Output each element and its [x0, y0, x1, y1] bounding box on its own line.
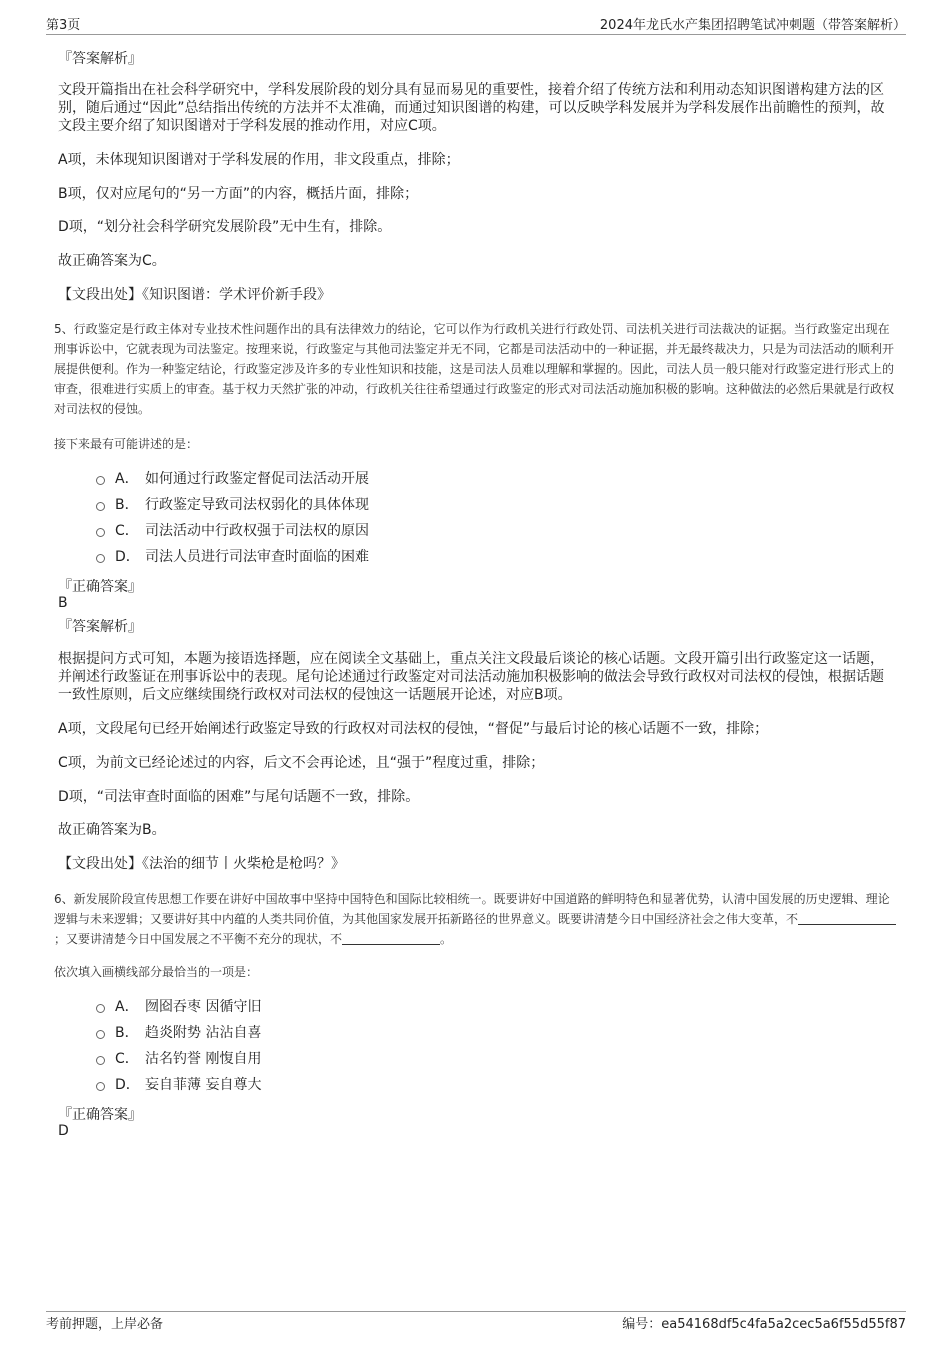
q5-option-d[interactable]: D． 司法人员进行司法审查时面临的困难: [96, 545, 369, 567]
fill-blank-1: [798, 910, 896, 925]
fill-blank-2: [342, 930, 440, 945]
page-footer: [46, 1311, 906, 1332]
radio-icon[interactable]: [96, 476, 105, 485]
q6-ask: 依次填入画横线部分最恰当的一项是：: [54, 965, 259, 979]
q6-option-b[interactable]: B． 趋炎附势 沾沾自喜: [96, 1021, 261, 1043]
q5-ask: 接下来最有可能讲述的是：: [54, 437, 199, 451]
radio-icon[interactable]: [96, 528, 105, 537]
q4-source: 【文段出处】《知识图谱：学术评价新手段》: [58, 287, 331, 303]
document-code: 编号：ea54168df5c4fa5a2cec5a6f55d55f87: [622, 1317, 906, 1332]
radio-icon[interactable]: [96, 502, 105, 511]
q5-conclusion: 故正确答案为B。: [58, 822, 166, 838]
q4-analysis-label: 『答案解析』: [58, 51, 142, 67]
q4-analysis-paragraph: 文段开篇指出在社会科学研究中，学科发展阶段的划分具有显而易见的重要性，接着介绍了传统方法和利用动态知识图谱构建方法的区别，随后通过“因此”总结指出传统的方法并不太准确，而通过知识图谱的构建，可以反映学科发展并为学科发展作出前瞻性的预判，故文段主要介绍了知识图谱对于学科发展的推动作用，对应C项。: [58, 82, 885, 134]
q4-conclusion: 故正确答案为C。: [58, 253, 166, 269]
q6-option-c[interactable]: C． 沽名钓誉 刚愎自用: [96, 1047, 261, 1069]
q4-analysis-b: B项，仅对应尾句的“另一方面”的内容，概括片面，排除；: [58, 186, 419, 202]
q5-analysis-label: 『答案解析』: [58, 619, 142, 635]
q5-correct-label: 『正确答案』: [58, 579, 142, 595]
q5-source: 【文段出处】《法治的细节丨火柴枪是枪吗？》: [58, 856, 345, 872]
q6-question-text: 6、新发展阶段宣传思想工作要在讲好中国故事中坚持中国特色和国际比较相统一。既要讲好中国道路的鲜明特色和显著优势，认清中国发展的历史逻辑、理论逻辑与未来逻辑；又要讲好其中内蕴的人类共同价值，为其他国家发展开拓新路径的世界意义。既要讲清楚今日中国经济社会之伟大变革，不；又要讲清楚今日中国发展之不平衡不充分的现状，不 。: [54, 889, 896, 949]
q6-option-d[interactable]: D． 妄自菲薄 妄自尊大: [96, 1073, 261, 1095]
q4-analysis-a: A项，未体现知识图谱对于学科发展的作用，非文段重点，排除；: [58, 152, 460, 168]
q5-analysis-d: D项，“司法审查时面临的困难”与尾句话题不一致，排除。: [58, 789, 420, 805]
q6-correct-answer: D: [58, 1123, 69, 1139]
document-title: 2024年龙氏水产集团招聘笔试冲刺题（带答案解析）: [599, 18, 906, 33]
radio-icon[interactable]: [96, 1056, 105, 1065]
page-header: [46, 14, 906, 35]
q5-analysis-c: C项，为前文已经论述过的内容，后文不会再论述，且“强于”程度过重，排除；: [58, 755, 545, 771]
radio-icon[interactable]: [96, 1082, 105, 1091]
q5-option-a[interactable]: A． 如何通过行政鉴定督促司法活动开展: [96, 467, 369, 489]
q4-analysis-d: D项，“划分社会科学研究发展阶段”无中生有，排除。: [58, 219, 392, 235]
page-number: 第3页: [46, 18, 81, 33]
q6-option-a[interactable]: A． 囫囵吞枣 因循守旧: [96, 995, 261, 1017]
q5-option-b[interactable]: B． 行政鉴定导致司法权弱化的具体体现: [96, 493, 369, 515]
radio-icon[interactable]: [96, 1030, 105, 1039]
q5-question-text: 5、行政鉴定是行政主体对专业技术性问题作出的具有法律效力的结论，它可以作为行政机关进行行政处罚、司法机关进行司法裁决的证据。当行政鉴定出现在刑事诉讼中，它就表现为司法鉴定。按理来说，行政鉴定与其他司法鉴定并无不同，它都是司法活动中的一种证据，并无最终裁决力，只是为司法活动的顺利开展提供便利。作为一种鉴定结论，行政鉴定涉及许多的专业性知识和技能，这是司法人员难以理解和掌握的。因此，司法人员一般只能对行政鉴定进行形式上的审查，很难进行实质上的审查。基于权力天然扩张的冲动，行政机关往往希望通过行政鉴定的形式对司法活动施加积极的影响。这种做法的必然后果就是行政权对司法权的侵蚀。: [54, 322, 895, 416]
radio-icon[interactable]: [96, 554, 105, 563]
radio-icon[interactable]: [96, 1004, 105, 1013]
q5-analysis-paragraph: 根据提问方式可知，本题为接语选择题，应在阅读全文基础上，重点关注文段最后谈论的核心话题。文段开篇引出行政鉴定这一话题，并阐述行政鉴证在刑事诉讼中的表现。尾句论述通过行政鉴定对司法活动施加积极影响的做法会导致行政权对司法权的侵蚀，根据话题一致性原则，后文应继续围绕行政权对司法权的侵蚀这一话题展开论述，对应B项。: [58, 651, 884, 703]
q6-correct-label: 『正确答案』: [58, 1107, 142, 1123]
q5-option-c[interactable]: C． 司法活动中行政权强于司法权的原因: [96, 519, 369, 541]
q5-analysis-a: A项，文段尾句已经开始阐述行政鉴定导致的行政权对司法权的侵蚀，“督促”与最后讨论的核心话题不一致，排除；: [58, 721, 769, 737]
q5-correct-answer: B: [58, 595, 68, 611]
footer-slogan: 考前押题，上岸必备: [46, 1317, 164, 1332]
